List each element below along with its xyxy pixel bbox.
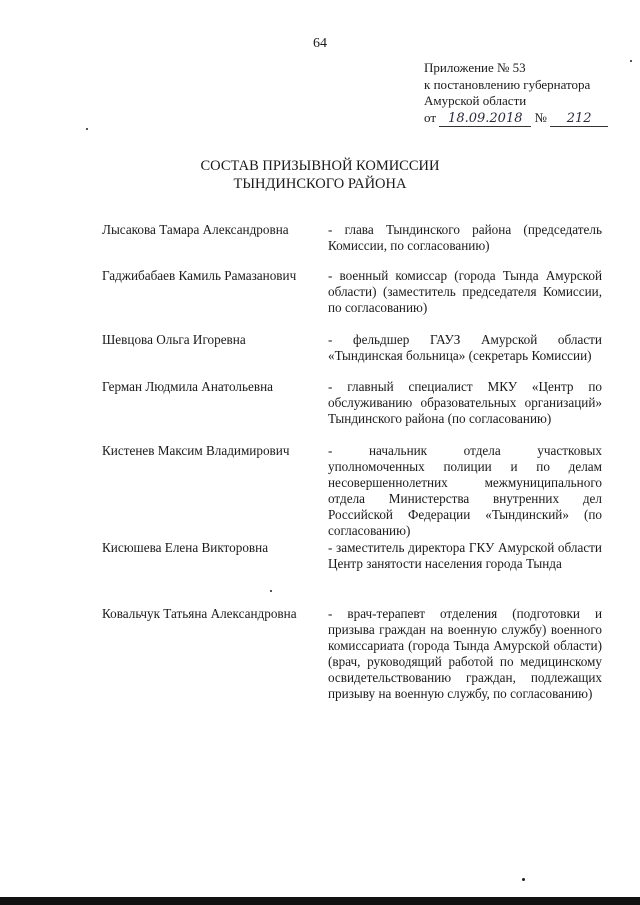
member-role: - военный комиссар (города Тында Амурской области) (заместитель председателя Комиссии, по согласованию)	[328, 268, 602, 315]
member-name: Герман Людмила Анатольевна	[102, 379, 273, 394]
number-sign: №	[534, 109, 547, 125]
member-name: Шевцова Ольга Игоревна	[102, 332, 246, 347]
member-name: Гаджибабаев Камиль Рамазанович	[102, 268, 297, 283]
member-row	[102, 222, 602, 254]
member-role: - заместитель директора ГКУ Амурской области Центр занятости населения города Тында	[328, 540, 602, 571]
member-row	[102, 443, 602, 539]
member-role: - начальник отдела участковых уполномоченных полиции и по делам несовершеннолетних межмуниципального отдела Министерства внутренних дел Российской Федерации «Тындинский» (по согласованию)	[328, 443, 602, 538]
member-name: Кисюшева Елена Викторовна	[102, 540, 269, 555]
member-name: Лысакова Тамара Александровна	[102, 222, 289, 237]
appendix-region: Амурской области	[424, 93, 527, 108]
scan-speck	[270, 590, 272, 592]
title-line-1: СОСТАВ ПРИЗЫВНОЙ КОМИССИИ	[200, 158, 440, 174]
member-row	[102, 332, 602, 364]
scan-speck	[522, 878, 525, 881]
appendix-decree-reference: к постановлению губернатора	[424, 76, 591, 92]
member-name: Кистенев Максим Владимирович	[102, 443, 290, 458]
member-role: - главный специалист МКУ «Центр по обслуживанию образовательных организаций» Тындинского района (по согласованию)	[328, 379, 602, 426]
appendix-date-line	[424, 110, 614, 127]
handwritten-date: 18.09.2018	[439, 111, 531, 127]
title-line-2: ТЫНДИНСКОГО РАЙОНА	[233, 176, 407, 192]
member-role: - врач-терапевт отделения (подготовки и призыва граждан на военную службу) военного комиссариата (города Тында Амурской области) (врач, руководящий работой по медицинскому освидетельствованию граждан, подлежащих призыву на военную службу, по согласованию)	[328, 606, 602, 701]
member-name: Ковальчук Татьяна Александровна	[102, 606, 297, 621]
scan-speck	[86, 128, 88, 130]
member-row	[102, 379, 602, 427]
member-row	[102, 540, 602, 572]
page-number: 64	[313, 36, 327, 51]
handwritten-number: 212	[550, 111, 608, 127]
member-role: - глава Тындинского района (председатель Комиссии, по согласованию)	[328, 222, 602, 253]
scan-edge-band	[0, 897, 640, 905]
document-title	[0, 157, 640, 193]
member-role: - фельдшер ГАУЗ Амурской области «Тындинская больница» (секретарь Комиссии)	[328, 332, 602, 363]
scan-speck	[630, 60, 632, 62]
date-prefix: от	[424, 109, 437, 125]
appendix-title: Приложение № 53	[424, 60, 526, 75]
member-row	[102, 606, 602, 702]
member-row	[102, 268, 602, 316]
appendix-block	[424, 60, 614, 127]
